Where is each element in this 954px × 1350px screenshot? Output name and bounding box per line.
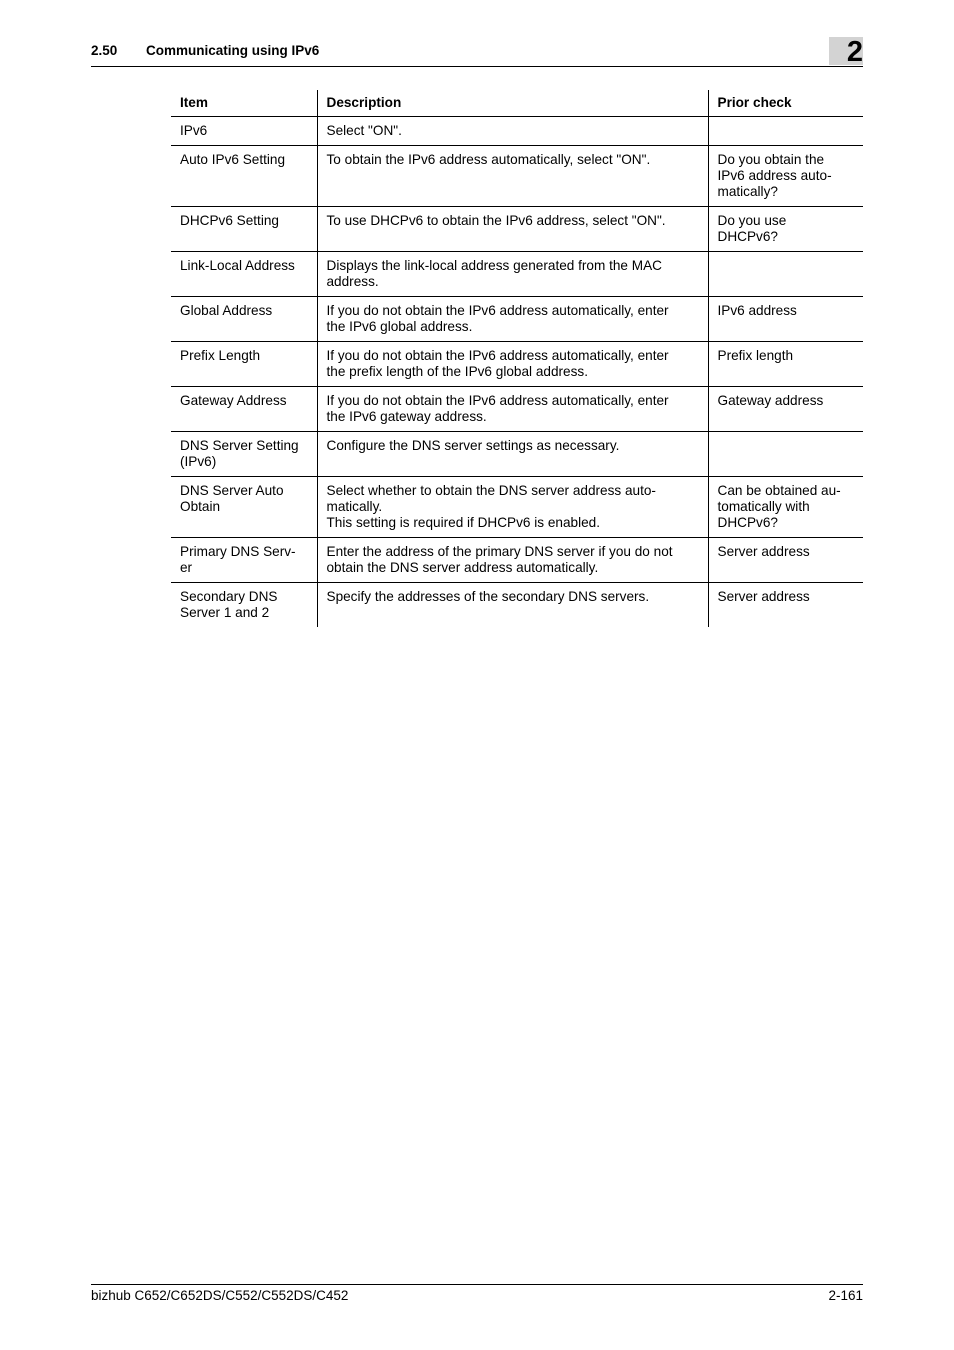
cell-item: Prefix Length [171, 342, 317, 387]
column-header-description: Description [317, 90, 708, 117]
cell-item: DNS Server Setting (IPv6) [171, 432, 317, 477]
cell-description: To use DHCPv6 to obtain the IPv6 address, select "ON". [317, 207, 708, 252]
cell-prior-check: Can be obtained au- tomatically with DHCPv6? [708, 477, 863, 538]
page-number: 2-161 [828, 1288, 863, 1303]
table-row [171, 297, 863, 342]
footer-model: bizhub C652/C652DS/C552/C552DS/C452 [91, 1288, 349, 1303]
table-row [171, 583, 863, 628]
cell-item: DNS Server Auto Obtain [171, 477, 317, 538]
page-footer [91, 1284, 863, 1303]
cell-prior-check [708, 432, 863, 477]
chapter-tab [829, 36, 863, 68]
table-row [171, 342, 863, 387]
cell-item: Secondary DNS Server 1 and 2 [171, 583, 317, 628]
table-row [171, 207, 863, 252]
cell-prior-check [708, 252, 863, 297]
section-title: Communicating using IPv6 [146, 43, 320, 58]
cell-description: If you do not obtain the IPv6 address automatically, enter the IPv6 global address. [317, 297, 708, 342]
table-row [171, 146, 863, 207]
table-row [171, 117, 863, 146]
cell-item: Link-Local Address [171, 252, 317, 297]
cell-description: Select whether to obtain the DNS server address auto- matically. This setting is required if DHCPv6 is enabled. [317, 477, 708, 538]
page-header [91, 40, 863, 67]
cell-description: To obtain the IPv6 address automatically, select "ON". [317, 146, 708, 207]
table-row [171, 432, 863, 477]
settings-table [171, 90, 863, 627]
table-row [171, 252, 863, 297]
cell-prior-check: Server address [717, 589, 810, 604]
cell-description: If you do not obtain the IPv6 address automatically, enter the IPv6 gateway address. [317, 387, 708, 432]
cell-prior-check: Do you use DHCPv6? [708, 207, 863, 252]
cell-prior-check: Do you obtain the IPv6 address auto- matically? [708, 146, 863, 207]
cell-description: Configure the DNS server settings as necessary. [317, 432, 708, 477]
cell-prior-check: Server address [708, 538, 863, 583]
column-header-item: Item [171, 90, 317, 117]
cell-description: Displays the link-local address generated from the MAC address. [317, 252, 708, 297]
cell-description: Specify the addresses of the secondary DNS servers. [317, 583, 708, 628]
table-header-row [171, 90, 863, 117]
table-row [171, 387, 863, 432]
column-header-prior-check: Prior check [708, 90, 863, 117]
cell-prior-check: IPv6 address [708, 297, 863, 342]
cell-prior-check: Prefix length [708, 342, 863, 387]
cell-description: If you do not obtain the IPv6 address automatically, enter the prefix length of the IPv6 global address. [317, 342, 708, 387]
table-row [171, 538, 863, 583]
cell-description: Enter the address of the primary DNS server if you do not obtain the DNS server address automatically. [317, 538, 708, 583]
cell-prior-check [708, 117, 863, 146]
cell-item: DHCPv6 Setting [171, 207, 317, 252]
cell-item: Auto IPv6 Setting [171, 146, 317, 207]
cell-description: Select "ON". [317, 117, 708, 146]
cell-item: Primary DNS Serv- er [171, 538, 317, 583]
cell-item: Global Address [171, 297, 317, 342]
table-row [171, 477, 863, 538]
chapter-number: 2 [846, 36, 863, 68]
section-number: 2.50 [91, 43, 118, 58]
cell-prior-check: Gateway address [708, 387, 863, 432]
cell-item: Gateway Address [171, 387, 317, 432]
cell-item: IPv6 [171, 117, 317, 146]
